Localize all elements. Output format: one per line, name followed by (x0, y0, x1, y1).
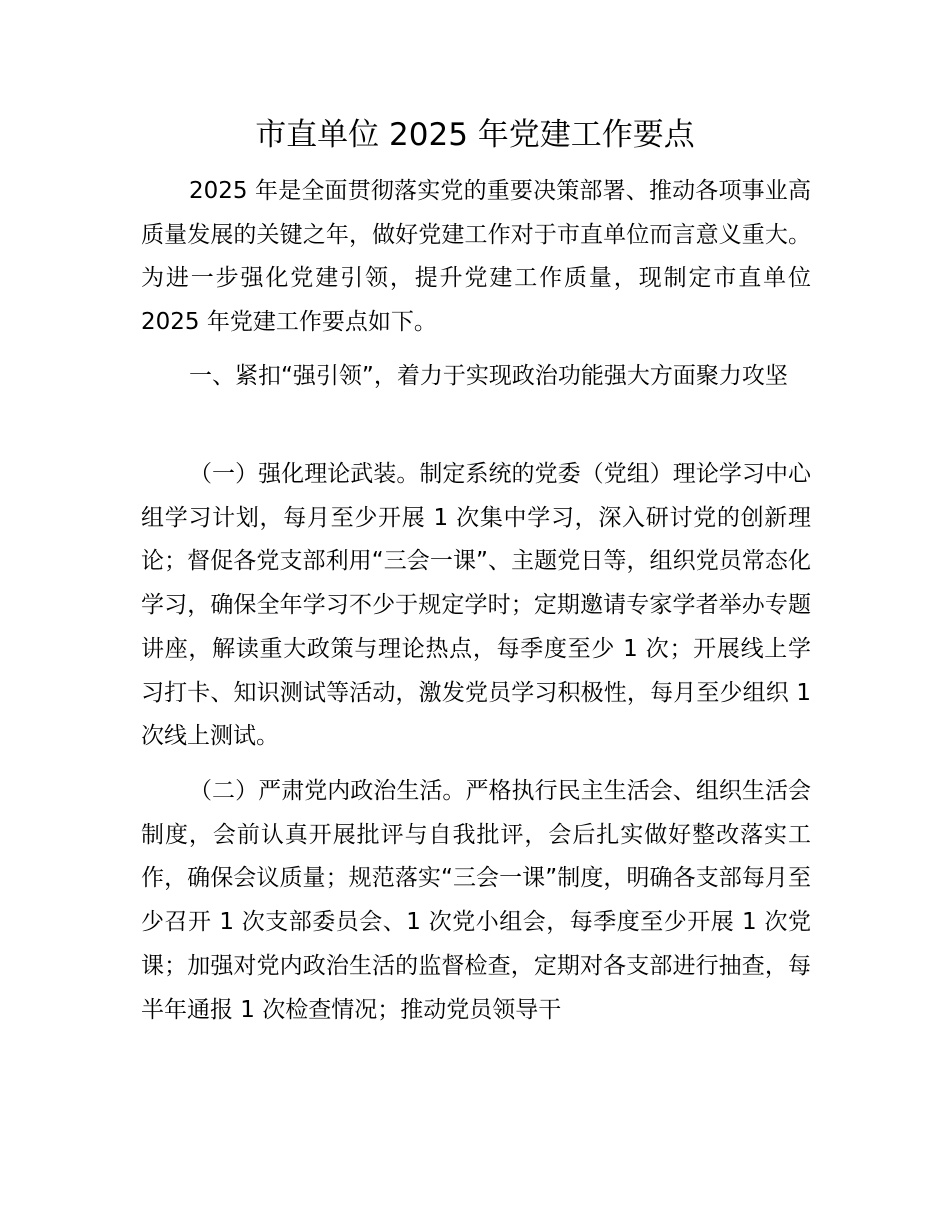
subsection-2-paragraph: （二）严肃党内政治生活。严格执行民主生活会、组织生活会制度，会前认真开展批评与自我批评，会后扎实做好整改落实工作，确保会议质量；规范落实“三会一课”制度，明确各支部每月至少召开 1 次支部委员会、1 次党小组会，每季度至少开展 1 次党课；加强对党内政治生活的监督检查，定期对各支部进行抽查，每半年通报 1 次检查情况；推动党员领导干 (141, 778, 811, 1023)
document-title: 市直单位 2025 年党建工作要点 (255, 117, 695, 153)
subsection-1-paragraph: （一）强化理论武装。制定系统的党委（党组）理论学习中心组学习计划，每月至少开展 1 次集中学习，深入研讨党的创新理论；督促各党支部利用“三会一课”、主题党日等，组织党员常态化学习，确保全年学习不少于规定学时；定期邀请专家学者举办专题讲座，解读重大政策与理论热点，每季度至少 1 次；开展线上学习打卡、知识测试等活动，激发党员学习积极性，每月至少组织 1 次线上测试。 (141, 461, 811, 750)
section-1-heading: 一、紧扣“强引领”，着力于实现政治功能强大方面聚力攻坚 (189, 363, 788, 389)
intro-paragraph: 2025 年是全面贯彻落实党的重要决策部署、推动各项事业高质量发展的关键之年，做好党建工作对于市直单位而言意义重大。为进一步强化党建引领，提升党建工作质量，现制定市直单位 2025 年党建工作要点如下。 (141, 178, 811, 336)
